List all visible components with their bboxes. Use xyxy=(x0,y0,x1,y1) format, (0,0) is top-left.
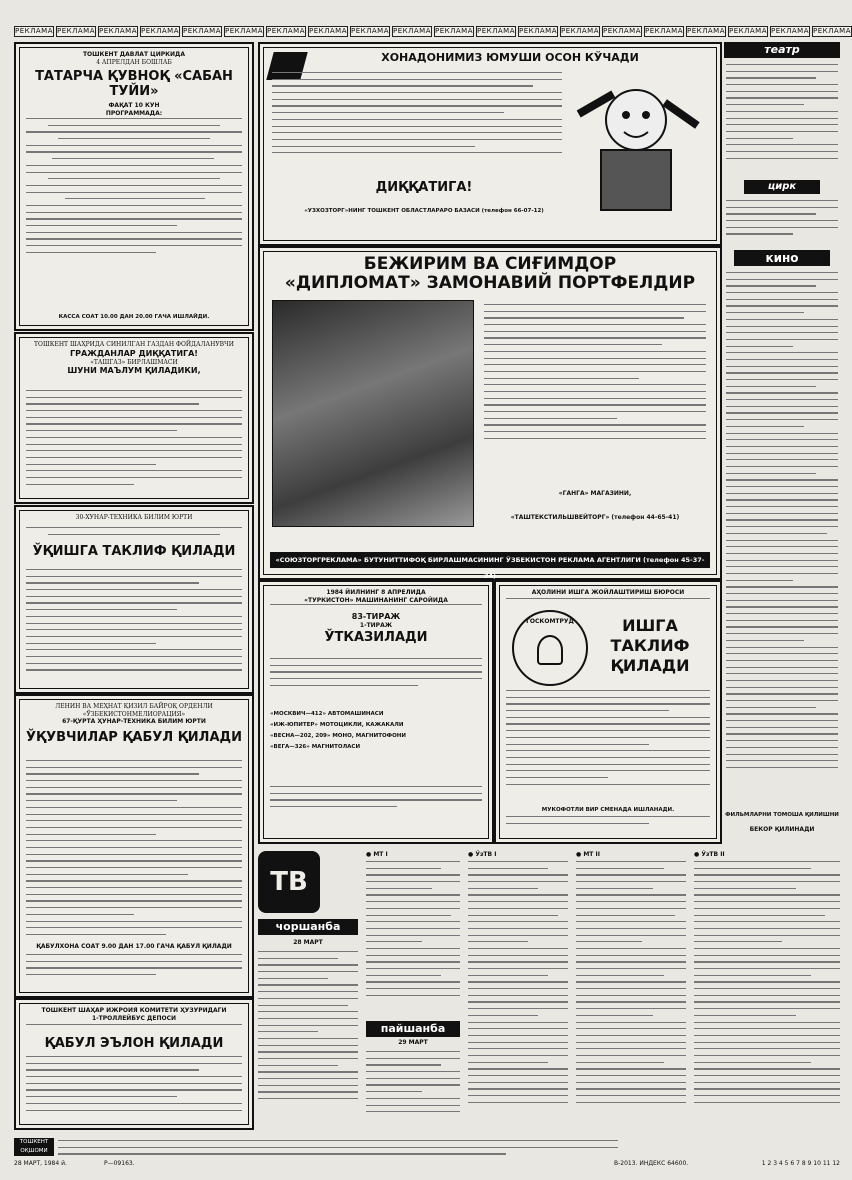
lottery-text xyxy=(270,658,482,708)
reklama-label: РЕКЛАМА xyxy=(603,27,641,35)
reklama-label: РЕКЛАМА xyxy=(183,27,221,35)
kino-bottom-title: ФИЛЬМЛАРНИ ТОМОША ҚИЛИШНИ xyxy=(725,812,839,818)
students-title: ЎҚУВЧИЛАР ҚАБУЛ ҚИЛАДИ xyxy=(26,729,242,745)
page-footer xyxy=(14,1138,840,1168)
tv-channel-1: ● МТ I xyxy=(366,851,388,858)
lottery-prize: «ВЕСНА—202, 209» МОНО, МАГНИТОФОНИ xyxy=(270,733,406,739)
reklama-label: РЕКЛАМА xyxy=(309,27,347,35)
reklama-label: РЕКЛАМА xyxy=(561,27,599,35)
reklama-label: РЕКЛАМА xyxy=(99,27,137,35)
kino-bottom-sub: БЕКОР ҚИЛИНАДИ xyxy=(749,826,815,833)
reklama-label: РЕКЛАМА xyxy=(267,27,305,35)
mascot-illustration-icon xyxy=(566,70,706,230)
circus-only: ФАҚАТ 10 КУН xyxy=(108,102,160,109)
circus-program: ПРОГРАММАДА: xyxy=(105,109,163,117)
portfolio-store: «ТАШТЕКСТИЛЬШВЕЙТОРГ» (телефон 44-65-41) xyxy=(510,514,680,521)
gosmotrud-note: МУКОФОТЛИ ВИР СМЕНАДА ИШЛАНАДИ. xyxy=(541,807,675,813)
housework-title: ХОНАДОНИМИЗ ЮМУШИ ОСОН КЎЧАДИ xyxy=(381,51,639,64)
gosmotrud-intro xyxy=(506,598,710,606)
housework-attention: ДИҚҚАТИГА! xyxy=(375,180,473,195)
trolleybus-ad xyxy=(14,998,254,1130)
gosmotrud-title-2: ТАКЛИФ xyxy=(610,636,690,655)
school-title: ЎҚИШГА ТАКЛИФ ҚИЛАДИ xyxy=(32,543,236,559)
trolleybus-sub: 1-ТРОЛЛЕЙБУС ДЕПОСИ xyxy=(91,1014,177,1022)
kino-text xyxy=(726,272,838,812)
gosmotrud-stamp: ГОСКОМТРУД xyxy=(526,618,574,625)
lottery-intro xyxy=(270,604,482,614)
reklama-label: РЕКЛАМА xyxy=(57,27,95,35)
lottery-ad xyxy=(258,580,494,844)
gosmotrud-seal-icon xyxy=(512,610,588,686)
tv-col-2 xyxy=(366,861,460,1011)
trolleybus-intro xyxy=(26,1024,242,1036)
tashgaz-sub: «ТАШГАЗ» БИРЛАШМАСИ xyxy=(90,358,178,366)
kino-header: кино xyxy=(734,250,830,266)
reklama-label: РЕКЛАМА xyxy=(477,27,515,35)
reklama-label: РЕКЛАМА xyxy=(645,27,683,35)
school-intro xyxy=(26,527,242,545)
footer-paper-logo: ТОШКЕНТ ОҚШОМИ xyxy=(14,1138,54,1156)
reklama-label: РЕКЛАМА xyxy=(141,27,179,35)
students-text xyxy=(26,760,242,950)
gosmotrud-text xyxy=(506,690,710,800)
housework-ad xyxy=(258,42,722,246)
tv-col-5 xyxy=(694,861,840,1121)
reklama-label: РЕКЛАМА xyxy=(15,27,53,35)
footer-code: Р—09163. xyxy=(104,1160,135,1167)
reklama-label: РЕКЛАМА xyxy=(687,27,725,35)
circus-date: 4 АПРЕЛДАН БОШЛАБ xyxy=(96,58,172,66)
tv-channel-2: ● ЎзТВ I xyxy=(468,851,497,858)
portfolio-text xyxy=(484,304,706,454)
gosmotrud-title-3: ҚИЛАДИ xyxy=(610,656,690,675)
circus-org: ТОШКЕНТ ДАВЛАТ ЦИРКИДА xyxy=(82,51,186,58)
tv-day-1: чоршанба xyxy=(258,919,358,935)
reklama-strip xyxy=(14,26,851,37)
gosmotrud-text-2 xyxy=(506,816,710,834)
tv-col-1 xyxy=(258,951,358,1111)
theatre-column xyxy=(724,42,840,842)
tv-date-1: 28 МАРТ xyxy=(293,939,323,946)
reklama-label: РЕКЛАМА xyxy=(729,27,767,35)
tashgaz-top: ТОШКЕНТ ШАҲРИДА СИНИЛГАН ГАЗДАН ФОЙДАЛАНУВЧИ xyxy=(34,341,234,348)
circus-footer: КАССА СОАТ 10.00 ДАН 20.00 ГАЧА ИШЛАЙДИ. xyxy=(58,314,210,320)
reklama-label: РЕКЛАМА xyxy=(435,27,473,35)
circus-header: цирк xyxy=(744,180,820,194)
students-hours: ҚАБУЛХОНА СОАТ 9.00 ДАН 17.00 ГАЧА ҚАБУЛ ҚИЛАДИ xyxy=(36,942,232,950)
reklama-label: РЕКЛАМА xyxy=(519,27,557,35)
trolleybus-text xyxy=(26,1056,242,1122)
portfolio-ad xyxy=(258,246,722,580)
footer-issue: 1 2 3 4 5 6 7 8 9 10 11 12 xyxy=(761,1160,840,1167)
reklama-label: РЕКЛАМА xyxy=(351,27,389,35)
tv-channel-3: ● МТ II xyxy=(576,851,600,858)
housework-base: «УЗХОЗТОРГ»НИНГ ТОШКЕНТ ОБЛАСТЛАРАРО БАЗАСИ (телефон 66-07-12) xyxy=(304,208,544,214)
tv-col-2b xyxy=(366,1051,460,1121)
reklama-label: РЕКЛАМА xyxy=(813,27,851,35)
tv-day-2: пайшанба xyxy=(366,1021,460,1037)
portfolio-banner: «СОЮЗТОРГРЕКЛАМА» БУТУНИТТИФОҚ БИРЛАШМАСИНИНГ ЎЗБЕКИСТОН РЕКЛАМА АГЕНТЛИГИ (телефон 45-37-24) xyxy=(270,552,710,568)
tashgaz-ad xyxy=(14,332,254,504)
portfolio-title-1: БЕЖИРИМ ВА СИҒИМДОР xyxy=(363,254,617,274)
lottery-draw-2: 1-ТИРАЖ xyxy=(359,622,393,629)
tv-channel-4: ● ЎзТВ II xyxy=(694,851,725,858)
lottery-line-2: «ТУРКИСТОН» МАШИНАНИНГ САРОЙИДА xyxy=(304,596,448,604)
students-sub: 67-ҚУРТА ҲУНАР-ТЕХНИКА БИЛИМ ЮРТИ xyxy=(62,718,206,725)
tashgaz-text xyxy=(26,390,242,490)
school-text xyxy=(26,569,242,684)
reklama-label: РЕКЛАМА xyxy=(771,27,809,35)
lottery-prizes xyxy=(270,711,482,755)
lottery-text-2 xyxy=(270,786,482,834)
lottery-title: ЎТКАЗИЛАДИ xyxy=(324,629,428,645)
students-ad xyxy=(14,694,254,998)
circus-ad xyxy=(14,42,254,331)
housework-text xyxy=(272,72,562,172)
lottery-line-1: 1984 ЙИЛНИНГ 8 АПРЕЛИДА xyxy=(326,589,426,596)
tv-logo-icon xyxy=(258,851,320,913)
tv-date-2: 29 МАРТ xyxy=(398,1039,428,1046)
gosmotrud-ad xyxy=(494,580,722,844)
lottery-prize: «ВЕГА—326» МАГНИТОЛАСИ xyxy=(270,744,361,750)
portfolio-photo xyxy=(272,300,474,527)
circus-text xyxy=(26,118,242,288)
students-text-2 xyxy=(26,954,242,990)
lottery-prize: «МОСКВИЧ—412» АВТОМАШИНАСИ xyxy=(270,711,384,717)
portfolio-phone-line: «ГАНГА» МАГАЗИНИ, xyxy=(558,490,632,497)
school-top: 30-ХУНАР-ТЕХНИКА БИЛИМ ЮРТИ xyxy=(75,514,193,521)
tv-program xyxy=(258,845,840,1127)
gosmotrud-title-1: ИШГА xyxy=(622,616,678,635)
tashgaz-title: ГРАЖДАНЛАР ДИҚҚАТИГА! xyxy=(70,348,198,358)
lottery-draw: 83-ТИРАЖ xyxy=(351,612,401,621)
tv-col-3 xyxy=(468,861,568,1121)
students-top: ЛЕНИН ВА МЕҲНАТ ҚИЗИЛ БАЙРОҚ ОРДЕНЛИ «ЎЗБЕКИСТОНМЕЛИОРАЦИЯ» xyxy=(55,703,213,718)
portfolio-title-2: «ДИПЛОМАТ» ЗАМОНАВИЙ ПОРТФЕЛДИР xyxy=(284,273,696,293)
gosmotrud-top: АҲОЛИНИ ИШГА ЖОЙЛАШТИРИШ БЮРОСИ xyxy=(531,589,685,596)
theatre-text xyxy=(726,64,838,174)
footer-imprint xyxy=(58,1140,618,1158)
footer-date: 28 МАРТ, 1984 й. xyxy=(14,1160,67,1167)
school-ad xyxy=(14,505,254,694)
tv-logo-text: ТВ xyxy=(270,867,308,897)
circus-program-text xyxy=(726,200,838,244)
reklama-label: РЕКЛАМА xyxy=(393,27,431,35)
footer-index: В-2013. ИНДЕКС 64600. xyxy=(614,1160,689,1167)
theatre-header: театр xyxy=(724,42,840,58)
circus-title: ТАТАРЧА ҚУВНОҚ «САБАН ТУЙИ» xyxy=(35,69,233,99)
trolleybus-top: ТОШКЕНТ ШАҲАР ИЖРОИЯ КОМИТЕТИ ҲУЗУРИДАГИ xyxy=(41,1007,227,1014)
lottery-prize: «ИЖ-ЮПИТЕР» МОТОЦИКЛИ, КАЖАКАЛИ xyxy=(270,722,404,728)
tashgaz-sub2: ШУНИ МАЪЛУМ ҚИЛАДИКИ, xyxy=(67,366,201,375)
reklama-label: РЕКЛАМА xyxy=(225,27,263,35)
trolleybus-title: ҚАБУЛ ЭЪЛОН ҚИЛАДИ xyxy=(44,1036,224,1051)
tv-col-4 xyxy=(576,861,686,1121)
